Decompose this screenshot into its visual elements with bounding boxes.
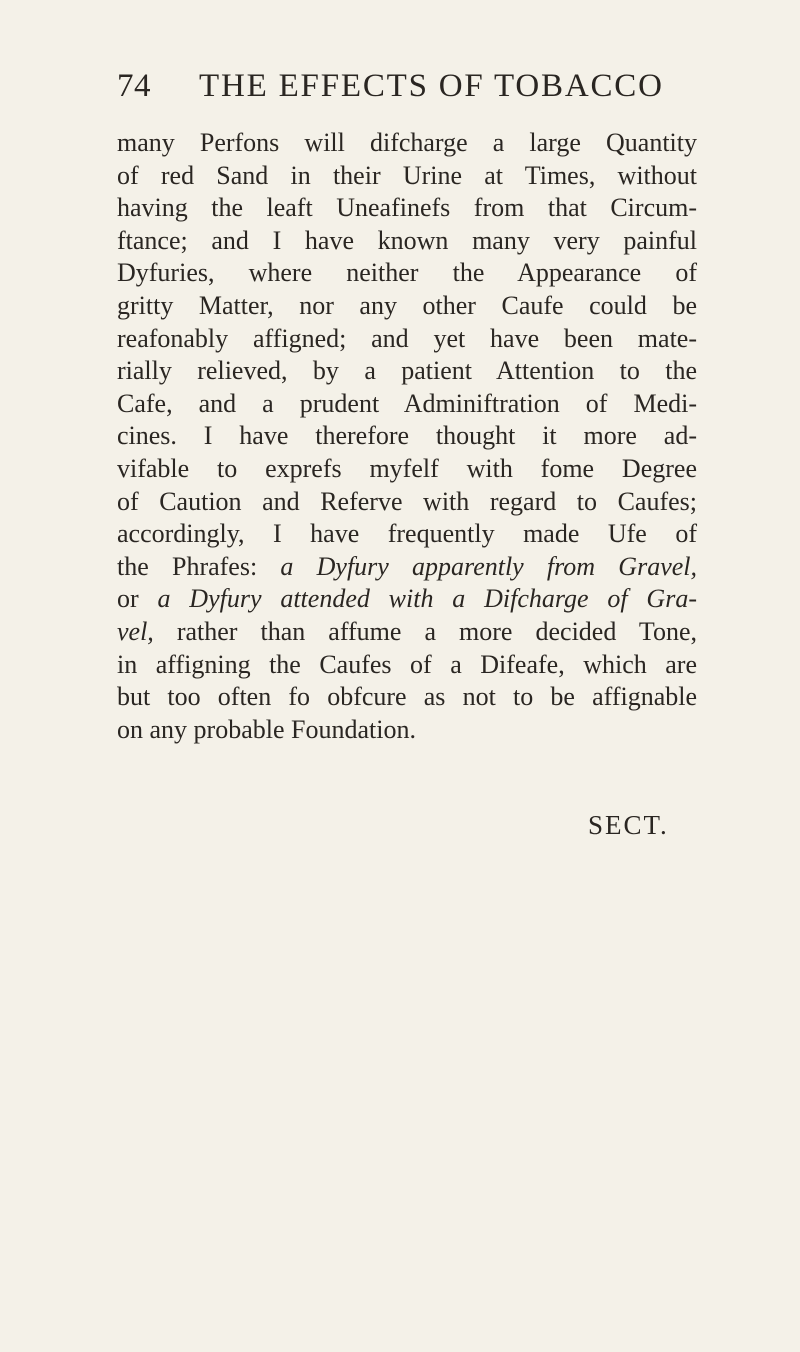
body-text (117, 127, 697, 746)
text-line (117, 355, 697, 388)
text-segment: of red Sand in their Urine at Times, without (117, 160, 697, 190)
text-line (117, 714, 697, 747)
text-line (117, 225, 697, 258)
text-segment: in affigning the Caufes of a Difeafe, which are (117, 649, 697, 679)
text-segment: reafonably affigned; and yet have been mate- (117, 323, 697, 353)
text-line (117, 486, 697, 519)
text-segment: but too often fo obfcure as not to be affignable (117, 682, 697, 712)
text-line (117, 551, 697, 584)
text-segment: accordingly, I have frequently made Ufe of (117, 519, 697, 549)
text-segment: Cafe, and a prudent Adminiftration of Medi- (117, 388, 697, 418)
text-segment: cines. I have therefore thought it more ad- (117, 421, 697, 451)
text-segment: having the leaft Uneafinefs from that Circum- (117, 193, 697, 223)
text-segment: gritty Matter, nor any other Caufe could be (117, 290, 697, 320)
text-segment: ftance; and I have known many very painful (117, 225, 697, 255)
text-line (117, 518, 697, 551)
text-line (117, 583, 697, 616)
text-line (117, 681, 697, 714)
catchword: SECT. (588, 810, 669, 840)
page-number: 74 (117, 68, 151, 104)
text-line (117, 160, 697, 193)
text-segment: many Perfons will difcharge a large Quantity (117, 128, 697, 157)
text-line (117, 420, 697, 453)
text-segment: the Phrafes: (117, 551, 281, 581)
text-segment: or (117, 584, 158, 614)
text-segment: rially relieved, by a patient Attention to the (117, 356, 697, 386)
text-line (117, 323, 697, 356)
running-title: THE EFFECTS OF TOBACCO (199, 68, 664, 104)
text-line (117, 192, 697, 225)
text-line (117, 257, 697, 290)
text-line (117, 388, 697, 421)
text-line (117, 649, 697, 682)
text-line (117, 453, 697, 486)
italic-phrase: vel, (117, 616, 154, 646)
text-segment: rather than affume a more decided Tone, (153, 616, 697, 646)
italic-phrase: a Dyfury apparently from Gravel, (280, 551, 698, 581)
text-segment: vifable to exprefs myfelf with fome Degree (117, 453, 697, 483)
text-line (117, 616, 697, 649)
text-segment: of Caution and Referve with regard to Caufes; (117, 486, 697, 516)
italic-phrase: a Dyfury attended with a Difcharge of Gra- (157, 584, 697, 614)
text-line (117, 290, 697, 323)
text-segment: Dyfuries, where neither the Appearance of (117, 258, 697, 288)
text-segment: on any probable Foundation. (117, 714, 416, 744)
text-line (117, 127, 697, 160)
running-head (117, 68, 697, 112)
